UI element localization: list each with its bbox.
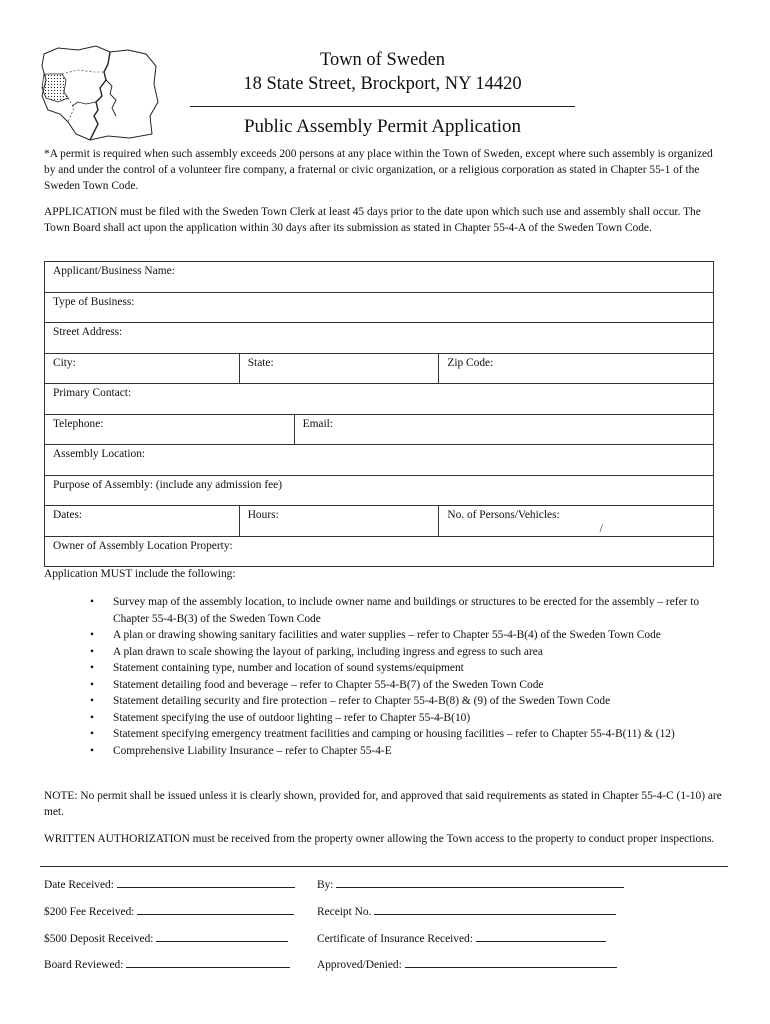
requirement-item: • Statement specifying emergency treatment facilities and camping or housing facilities – refer to Chapter 55-4-B(11) & (12) <box>90 726 730 743</box>
state-field[interactable]: State: <box>239 353 439 384</box>
assembly-location-field[interactable]: Assembly Location: <box>45 445 714 476</box>
letterhead <box>190 48 575 139</box>
board-reviewed-row <box>44 957 290 972</box>
header-divider <box>190 106 575 107</box>
approved-denied-label: Approved/Denied: <box>317 959 402 971</box>
zip-code-field[interactable]: Zip Code: <box>439 353 714 384</box>
date-received-label: Date Received: <box>44 879 114 891</box>
deposit-received-row <box>44 931 288 946</box>
applicant-name-field[interactable]: Applicant/Business Name: <box>45 262 714 293</box>
by-label: By: <box>317 879 334 891</box>
fee-received-row <box>44 904 294 919</box>
town-name: Town of Sweden <box>319 50 446 70</box>
application-form-table <box>44 261 714 567</box>
by-line[interactable] <box>336 877 624 888</box>
persons-vehicles-separator: / <box>599 523 603 535</box>
requirement-item: • Survey map of the assembly location, to include owner name and buildings or structures to be erected for the assembly – refer to Chapter 55-4-B(3) of the Sweden Town Code <box>90 594 730 627</box>
form-title: Public Assembly Permit Application <box>243 116 522 137</box>
insurance-received-line[interactable] <box>476 931 606 942</box>
town-address: 18 State Street, Brockport, NY 14420 <box>243 74 522 94</box>
requirement-item: • Statement detailing food and beverage – refer to Chapter 55-4-B(7) of the Sweden Town Code <box>90 677 730 694</box>
requirement-item: • Statement detailing security and fire protection – refer to Chapter 55-4-B(8) & (9) of the Sweden Town Code <box>90 693 730 710</box>
requirements-list <box>90 594 730 759</box>
requirement-item: • Comprehensive Liability Insurance – refer to Chapter 55-4-E <box>90 743 730 760</box>
receipt-no-line[interactable] <box>374 904 616 915</box>
by-row <box>317 877 624 892</box>
business-type-field[interactable]: Type of Business: <box>45 292 714 323</box>
receipt-no-row <box>317 904 616 919</box>
approved-denied-row <box>317 957 617 972</box>
board-reviewed-line[interactable] <box>126 957 290 968</box>
primary-contact-field[interactable]: Primary Contact: <box>45 384 714 415</box>
persons-vehicles-field[interactable] <box>439 506 714 537</box>
hours-field[interactable]: Hours: <box>239 506 439 537</box>
city-field[interactable]: City: <box>45 353 240 384</box>
approval-note: NOTE: No permit shall be issued unless it is clearly shown, provided for, and approved that said requirements as stated in Chapter 55-4-C (1-10) are met. <box>44 790 722 819</box>
date-received-row <box>44 877 295 892</box>
filing-deadline-paragraph: APPLICATION must be filed with the Sweden Town Clerk at least 45 days prior to the date upon which such use and assembly shall occur. The Town Board shall act upon the application within 30 days after its submission as stated in Chapter 55-4-A of the Sweden Town Code. <box>44 206 701 235</box>
approved-denied-line[interactable] <box>405 957 617 968</box>
town-map-logo <box>38 44 160 142</box>
requirement-item: • A plan drawn to scale showing the layout of parking, including ingress and egress to such area <box>90 644 730 661</box>
persons-vehicles-label: No. of Persons/Vehicles: <box>447 509 560 521</box>
requirement-item: • A plan or drawing showing sanitary facilities and water supplies – refer to Chapter 55-4-B(4) of the Sweden Town Code <box>90 627 730 644</box>
dates-field[interactable]: Dates: <box>45 506 240 537</box>
date-received-line[interactable] <box>117 877 295 888</box>
receipt-no-label: Receipt No. <box>317 906 372 918</box>
office-use-divider <box>40 866 728 867</box>
permit-requirement-paragraph: *A permit is required when such assembly exceeds 200 persons at any place within the Town of Sweden, except where such assembly is organized by and under the control of a volunteer fire company, a fraternal or civic organization, or a religious corporation as stated in Chapter 55-1 of the Sweden Town Code. <box>44 148 713 193</box>
deposit-received-line[interactable] <box>156 931 288 942</box>
fee-received-label: $200 Fee Received: <box>44 906 135 918</box>
requirement-item: • Statement containing type, number and location of sound systems/equipment <box>90 660 730 677</box>
insurance-received-row <box>317 931 606 946</box>
requirement-item: • Statement specifying the use of outdoor lighting – refer to Chapter 55-4-B(10) <box>90 710 730 727</box>
authorization-note: WRITTEN AUTHORIZATION must be received from the property owner allowing the Town access to the property to conduct proper inspections. <box>44 833 715 845</box>
board-reviewed-label: Board Reviewed: <box>44 959 124 971</box>
telephone-field[interactable]: Telephone: <box>45 414 295 445</box>
requirements-heading: Application MUST include the following: <box>44 568 236 580</box>
property-owner-field[interactable]: Owner of Assembly Location Property: <box>45 536 714 567</box>
assembly-purpose-field[interactable]: Purpose of Assembly: (include any admission fee) <box>45 475 714 506</box>
insurance-received-label: Certificate of Insurance Received: <box>317 933 473 945</box>
fee-received-line[interactable] <box>137 904 294 915</box>
street-address-field[interactable]: Street Address: <box>45 323 714 354</box>
deposit-received-label: $500 Deposit Received: <box>44 933 154 945</box>
email-field[interactable]: Email: <box>294 414 713 445</box>
